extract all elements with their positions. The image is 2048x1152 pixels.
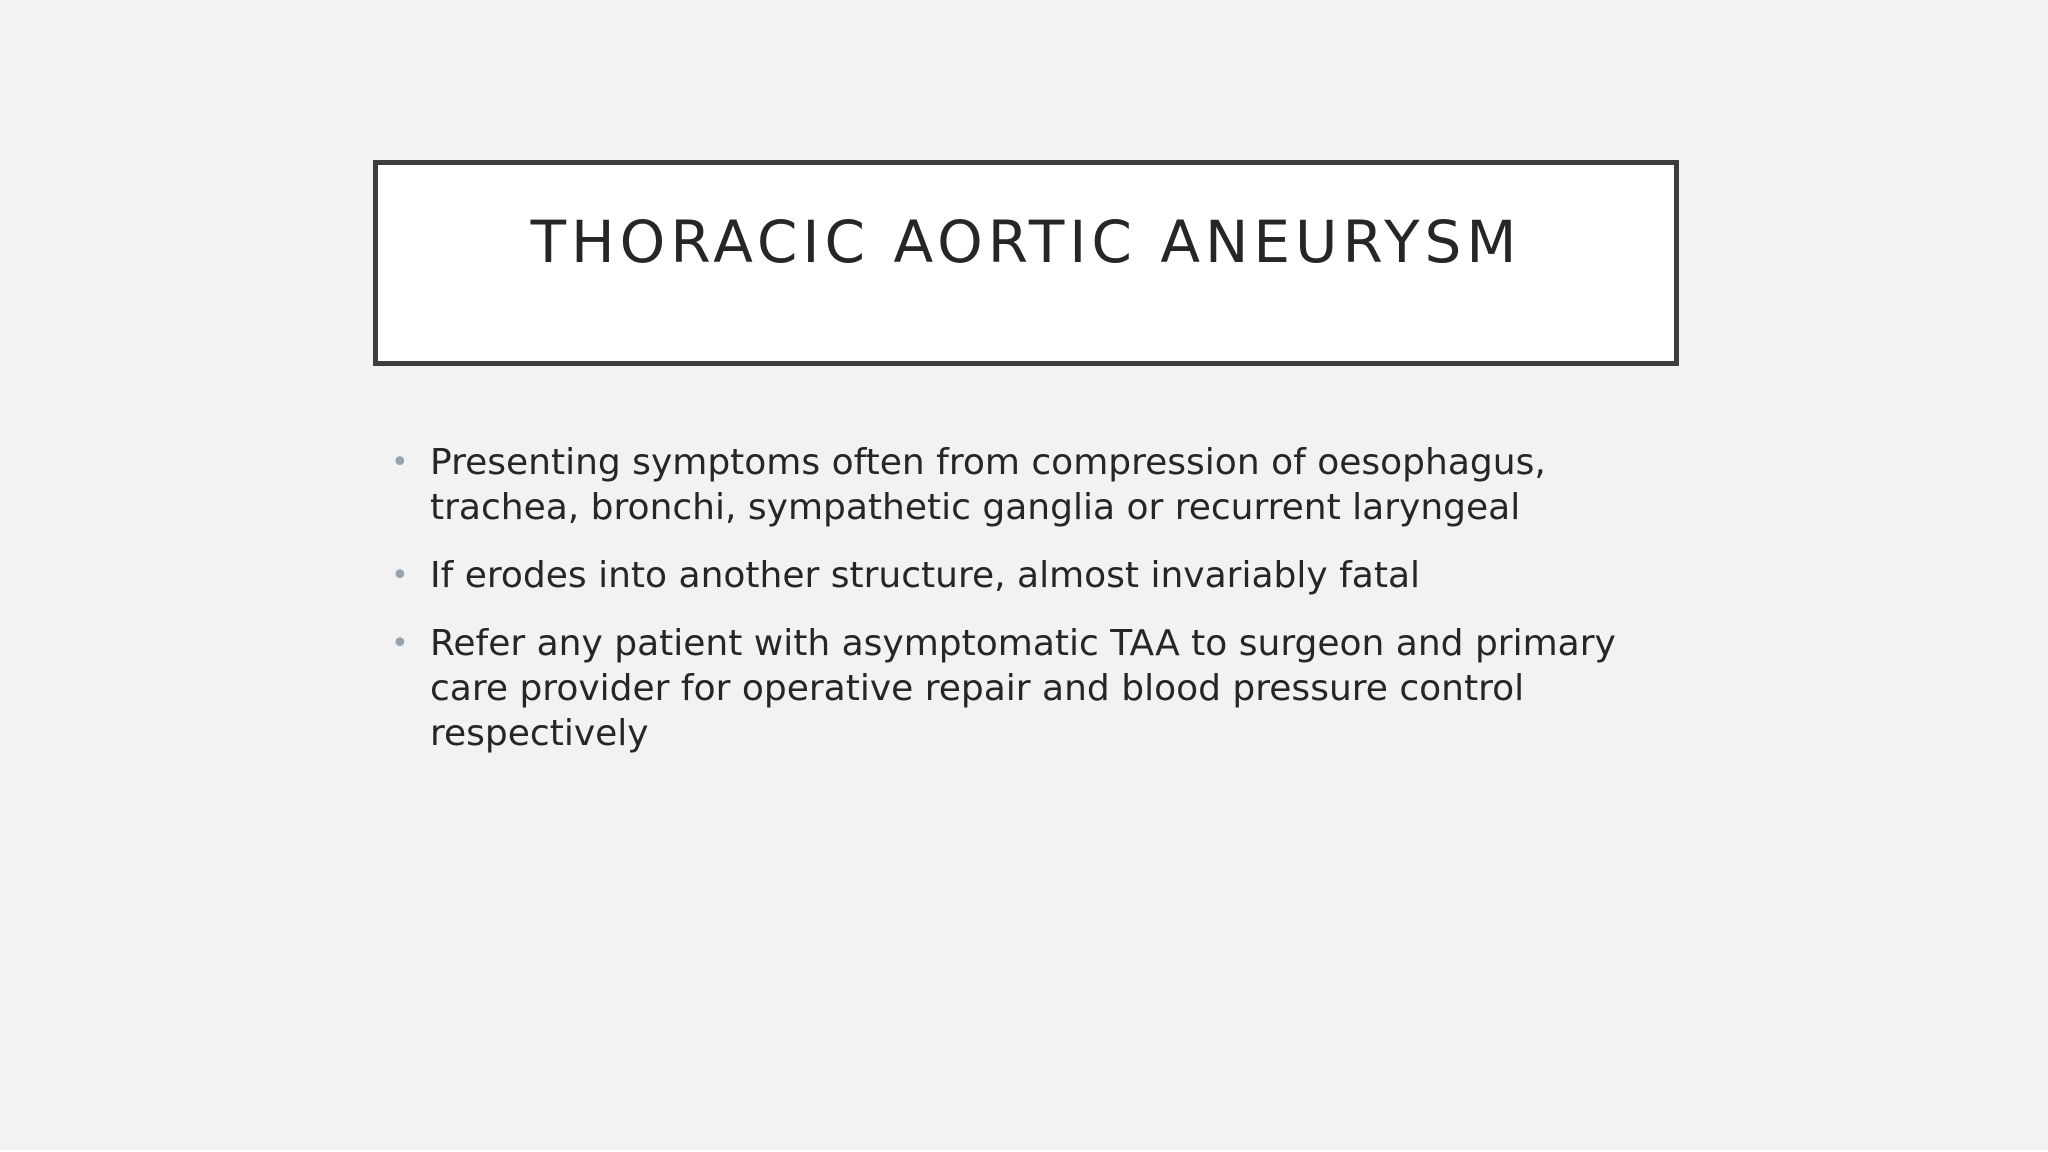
bullet-list bbox=[388, 440, 1678, 779]
bullet-item bbox=[388, 440, 1678, 530]
bullet-item bbox=[388, 553, 1678, 598]
slide-title: THORACIC AORTIC ANEURYSM bbox=[530, 208, 1522, 276]
bullet-item bbox=[388, 621, 1678, 756]
bullet-marker: • bbox=[391, 558, 409, 593]
bullet-marker: • bbox=[391, 445, 409, 480]
bullet-text: Refer any patient with asymptomatic TAA to surgeon and primary care provider for operative repair and blood pressure control respectively bbox=[430, 623, 1616, 754]
bullet-marker: • bbox=[391, 626, 409, 661]
bullet-text: Presenting symptoms often from compression of oesophagus, trachea, bronchi, sympathetic ganglia or recurrent laryngeal bbox=[430, 442, 1546, 528]
title-box bbox=[373, 160, 1679, 366]
bullet-text: If erodes into another structure, almost invariably fatal bbox=[430, 555, 1421, 596]
